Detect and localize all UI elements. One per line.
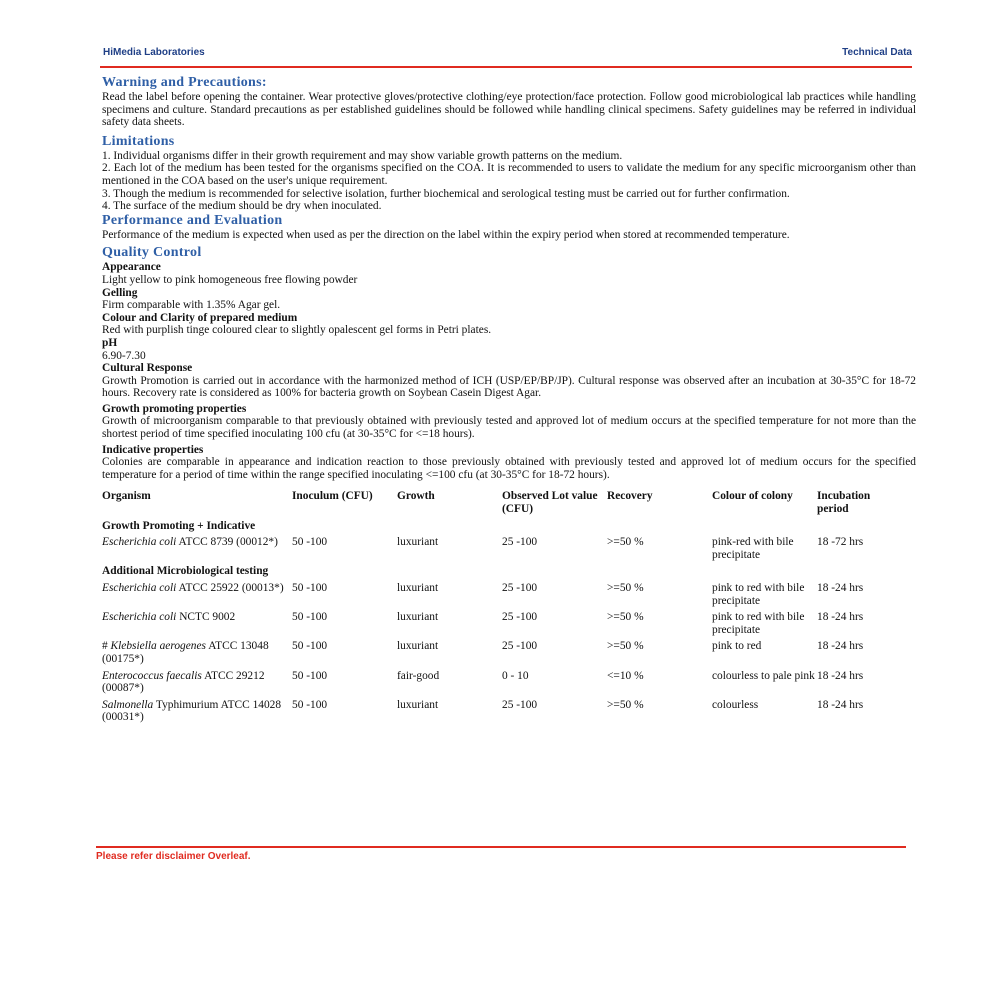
cultural-response-label: Cultural Response — [102, 362, 193, 375]
colour-cell: pink-red with bile precipitate — [712, 536, 794, 561]
table-row — [102, 640, 902, 669]
growth-cell: luxuriant — [397, 611, 439, 624]
growth-cell: luxuriant — [397, 698, 439, 711]
gelling-label: Gelling — [102, 286, 138, 299]
recovery-cell: >=50 % — [607, 698, 644, 711]
table-row — [102, 582, 902, 611]
company-name: HiMedia Laboratories — [103, 47, 205, 58]
inoculum-cell: 50 -100 — [292, 669, 328, 682]
inoculum-cell: 50 -100 — [292, 582, 328, 594]
organism-cell: Enterococcus faecalis ATCC 29212 (00087*) — [102, 669, 265, 695]
col-header-growth: Growth — [397, 490, 435, 503]
growth-promoting-text: Growth of microorganism comparable to that previously obtained with previously tested and approved lot of medium occurs at the specified temperature for not more than the shortest period of time specified inoculating 100 cfu (at 30-35°C for <=18 hours). — [102, 415, 916, 441]
observed-cell: 25 -100 — [502, 536, 538, 549]
col-header-observed: Observed Lot value (CFU) — [502, 490, 598, 516]
limitation-item: 3. Though the medium is recommended for selective isolation, further biochemical and serological testing must be carried out for further confirmation. — [102, 187, 790, 200]
organism-cell: # Klebsiella aerogenes ATCC 13048 (00175*) — [102, 640, 269, 665]
observed-cell: 25 -100 — [502, 611, 538, 624]
clarity-value: Red with purplish tinge coloured clear to slightly opalescent gel forms in Petri plates. — [102, 324, 492, 337]
recovery-cell: >=50 % — [607, 611, 644, 624]
col-header-organism: Organism — [102, 490, 151, 503]
table-group-row — [102, 520, 902, 537]
incubation-cell: 18 -24 hrs — [817, 640, 864, 653]
colour-cell: pink to red with bile precipitate — [712, 611, 805, 636]
col-header-colour: Colour of colony — [712, 490, 793, 503]
organism-cell: Salmonella Typhimurium ATCC 14028 (00031*) — [102, 698, 282, 724]
table-row — [102, 611, 902, 640]
appearance-value: Light yellow to pink homogeneous free flowing powder — [102, 273, 358, 286]
col-header-incubation: Incubation period — [817, 490, 871, 516]
col-header-recovery: Recovery — [607, 490, 653, 503]
organism-cell: Escherichia coli ATCC 8739 (00012*) — [102, 536, 278, 549]
limitations-heading: Limitations — [102, 133, 175, 149]
inoculum-cell: 50 -100 — [292, 611, 328, 624]
table-row — [102, 536, 902, 565]
growth-cell: luxuriant — [397, 536, 439, 549]
cultural-response-text: Growth Promotion is carried out in accordance with the harmonized method of ICH (USP/EP/BP/JP). Cultural response was observed after an incubation at 30-35°C for 18-72 hours. Recovery rate is considered as 100% for bacteria growth on Soybean Casein Digest Agar. — [102, 374, 916, 400]
document-body — [102, 72, 916, 728]
limitation-item: 2. Each lot of the medium has been tested for the organisms specified on the COA. It is recommended to users to validate the medium for any specific microorganism other than mentioned in the COA based on the user's unique requirement. — [102, 162, 916, 187]
incubation-cell: 18 -24 hrs — [817, 582, 864, 594]
recovery-cell: >=50 % — [607, 536, 644, 549]
col-header-inoculum: Inoculum (CFU) — [292, 490, 373, 503]
appearance-label: Appearance — [102, 261, 161, 274]
group-label-growth-promoting: Growth Promoting + Indicative — [102, 519, 256, 532]
table-row — [102, 699, 902, 728]
observed-cell: 25 -100 — [502, 582, 538, 594]
recovery-cell: <=10 % — [607, 669, 644, 682]
warning-text: Read the label before opening the container. Wear protective gloves/protective clothing/eye protection/face protection. Follow good microbiological lab practices while handling specimens and culture. Standard precautions as per established guidelines should be followed while handling clinical specimens. Safety guidelines may be referred in individual safety data sheets. — [102, 91, 916, 129]
incubation-cell: 18 -24 hrs — [817, 669, 864, 682]
observed-cell: 25 -100 — [502, 698, 538, 711]
colour-cell: pink to red with bile precipitate — [712, 582, 805, 607]
colour-cell: colourless to pale pink — [712, 669, 815, 682]
inoculum-cell: 50 -100 — [292, 698, 328, 711]
indicative-label: Indicative properties — [102, 443, 204, 456]
table-row — [102, 670, 902, 699]
performance-heading: Performance and Evaluation — [102, 212, 283, 228]
organism-cell: Escherichia coli NCTC 9002 — [102, 611, 236, 624]
cultural-response-table — [102, 490, 902, 728]
growth-cell: luxuriant — [397, 640, 439, 653]
observed-cell: 0 - 10 — [502, 669, 529, 682]
observed-cell: 25 -100 — [502, 640, 538, 653]
recovery-cell: >=50 % — [607, 582, 644, 594]
recovery-cell: >=50 % — [607, 640, 644, 653]
gelling-value: Firm comparable with 1.35% Agar gel. — [102, 299, 281, 312]
footer-divider — [96, 846, 906, 848]
incubation-cell: 18 -72 hrs — [817, 536, 864, 549]
header-divider — [100, 66, 912, 68]
disclaimer-note: Please refer disclaimer Overleaf. — [96, 851, 251, 862]
ph-label: pH — [102, 336, 118, 349]
table-header-row — [102, 490, 902, 519]
ph-value: 6.90-7.30 — [102, 349, 146, 362]
growth-cell: fair-good — [397, 669, 440, 682]
growth-promoting-label: Growth promoting properties — [102, 402, 247, 415]
clarity-label: Colour and Clarity of prepared medium — [102, 311, 298, 324]
colour-cell: colourless — [712, 698, 759, 711]
group-label-additional-testing: Additional Microbiological testing — [102, 565, 269, 578]
limitation-item: 1. Individual organisms differ in their growth requirement and may show variable growth patterns on the medium. — [102, 149, 623, 162]
inoculum-cell: 50 -100 — [292, 536, 328, 549]
growth-cell: luxuriant — [397, 582, 439, 594]
inoculum-cell: 50 -100 — [292, 640, 328, 653]
warning-heading: Warning and Precautions: — [102, 75, 267, 90]
indicative-text: Colonies are comparable in appearance and indication reaction to those previously obtained with previously tested and approved lot of medium occurs for the specified temperature for a period of time within the range specified inoculating <=100 cfu (at 30-35°C for 18-72 hours). — [102, 456, 916, 481]
table-group-row — [102, 565, 902, 582]
organism-cell: Escherichia coli ATCC 25922 (00013*) — [102, 582, 284, 594]
limitation-item: 4. The surface of the medium should be dry when inoculated. — [102, 200, 382, 213]
incubation-cell: 18 -24 hrs — [817, 611, 864, 624]
quality-control-heading: Quality Control — [102, 245, 202, 261]
performance-text: Performance of the medium is expected when used as per the direction on the label within the expiry period when stored at recommended temperature. — [102, 228, 790, 241]
doc-type-label: Technical Data — [842, 47, 912, 58]
colour-cell: pink to red — [712, 640, 762, 653]
incubation-cell: 18 -24 hrs — [817, 698, 864, 711]
